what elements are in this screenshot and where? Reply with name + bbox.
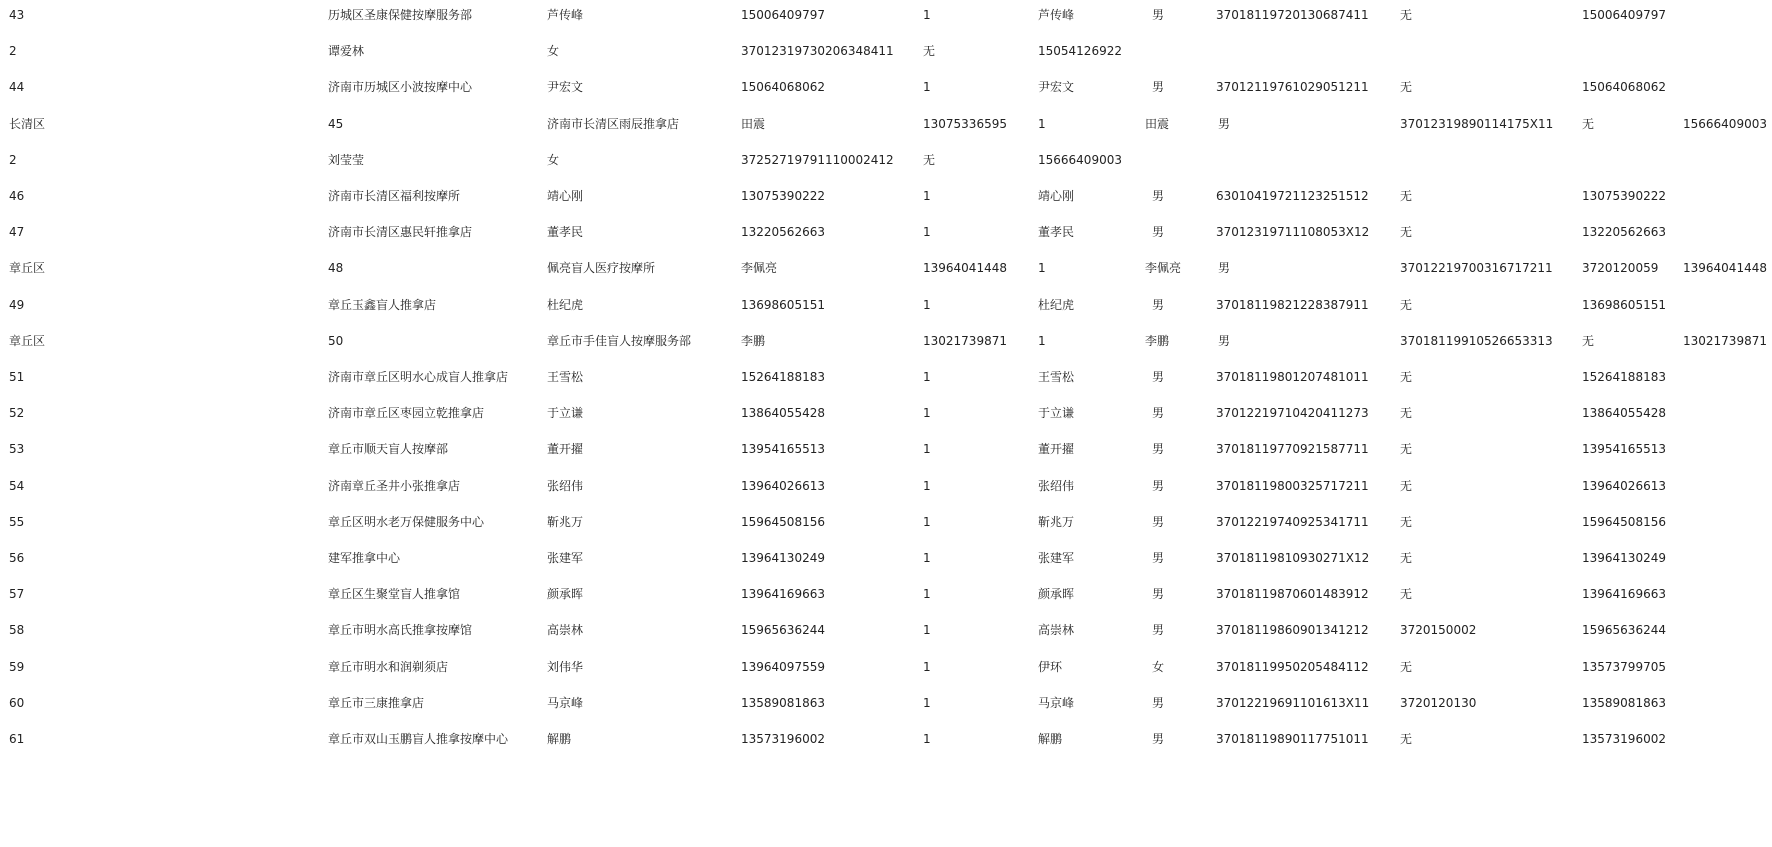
table-cell: 无 bbox=[1400, 298, 1413, 312]
table-cell: 章丘市三康推拿店 bbox=[328, 696, 425, 710]
table-cell: 47 bbox=[9, 225, 25, 239]
table-cell: 芦传峰 bbox=[1038, 8, 1075, 22]
table-cell: 张绍伟 bbox=[1038, 479, 1075, 493]
table-cell: 13954165513 bbox=[1582, 442, 1666, 456]
table-cell: 13964169663 bbox=[1582, 587, 1666, 601]
table-cell: 37012219740925341711 bbox=[1216, 515, 1369, 529]
table-row bbox=[0, 548, 1772, 568]
table-cell: 15965636244 bbox=[1582, 623, 1666, 637]
table-cell: 46 bbox=[9, 189, 25, 203]
table-cell: 2 bbox=[9, 153, 17, 167]
table-cell: 马京峰 bbox=[547, 696, 584, 710]
table-cell: 15965636244 bbox=[741, 623, 825, 637]
table-cell: 15964508156 bbox=[1582, 515, 1666, 529]
table-row bbox=[0, 476, 1772, 496]
table-cell: 济南市历城区小波按摩中心 bbox=[328, 80, 473, 94]
table-cell: 男 bbox=[1152, 479, 1165, 493]
table-cell: 37012319730206348411 bbox=[741, 44, 894, 58]
table-cell: 无 bbox=[1400, 551, 1413, 565]
table-cell: 13220562663 bbox=[1582, 225, 1666, 239]
table-cell: 51 bbox=[9, 370, 25, 384]
table-row bbox=[0, 258, 1772, 278]
table-cell: 男 bbox=[1152, 189, 1165, 203]
table-cell: 章丘市明水高氏推拿按摩馆 bbox=[328, 623, 473, 637]
table-cell: 济南市章丘区枣园立乾推拿店 bbox=[328, 406, 485, 420]
table-cell: 13220562663 bbox=[741, 225, 825, 239]
table-cell: 60 bbox=[9, 696, 25, 710]
table-cell: 15054126922 bbox=[1038, 44, 1122, 58]
table-cell: 无 bbox=[1582, 334, 1595, 348]
table-cell: 刘莹莹 bbox=[328, 153, 365, 167]
table-cell: 49 bbox=[9, 298, 25, 312]
table-cell: 13589081863 bbox=[1582, 696, 1666, 710]
table-cell: 马京峰 bbox=[1038, 696, 1075, 710]
table-cell: 37012119761029051211 bbox=[1216, 80, 1369, 94]
table-cell: 章丘区 bbox=[9, 334, 46, 348]
table-cell: 无 bbox=[1400, 406, 1413, 420]
table-cell: 杜纪虎 bbox=[547, 298, 584, 312]
table-row bbox=[0, 295, 1772, 315]
table-cell: 章丘市明水和润剃须店 bbox=[328, 660, 449, 674]
table-cell: 52 bbox=[9, 406, 25, 420]
table-cell: 1 bbox=[923, 8, 931, 22]
table-cell: 高崇林 bbox=[547, 623, 584, 637]
table-cell: 靖心刚 bbox=[1038, 189, 1075, 203]
table-cell: 13021739871 bbox=[1683, 334, 1767, 348]
table-row bbox=[0, 367, 1772, 387]
table-cell: 61 bbox=[9, 732, 25, 746]
table-cell: 张建军 bbox=[547, 551, 584, 565]
table-cell: 无 bbox=[1400, 442, 1413, 456]
table-cell: 于立谦 bbox=[547, 406, 584, 420]
table-cell: 男 bbox=[1152, 623, 1165, 637]
table-cell: 3720120059 bbox=[1582, 261, 1659, 275]
table-cell: 男 bbox=[1152, 587, 1165, 601]
table-cell: 15264188183 bbox=[741, 370, 825, 384]
table-cell: 芦传峰 bbox=[547, 8, 584, 22]
table-cell: 靖心刚 bbox=[547, 189, 584, 203]
table-row bbox=[0, 331, 1772, 351]
table-cell: 1 bbox=[923, 623, 931, 637]
table-row bbox=[0, 150, 1772, 170]
table-cell: 15064068062 bbox=[1582, 80, 1666, 94]
table-cell: 1 bbox=[923, 587, 931, 601]
table-cell: 3720150002 bbox=[1400, 623, 1477, 637]
table-cell: 13964130249 bbox=[741, 551, 825, 565]
table-cell: 37018119801207481011 bbox=[1216, 370, 1369, 384]
table-cell: 13573196002 bbox=[741, 732, 825, 746]
table-cell: 尹宏文 bbox=[547, 80, 584, 94]
table-cell: 王雪松 bbox=[1038, 370, 1075, 384]
table-cell: 无 bbox=[1400, 479, 1413, 493]
table-cell: 男 bbox=[1218, 261, 1231, 275]
table-cell: 男 bbox=[1218, 117, 1231, 131]
table-cell: 59 bbox=[9, 660, 25, 674]
table-cell: 1 bbox=[923, 551, 931, 565]
table-cell: 37018119800325717211 bbox=[1216, 479, 1369, 493]
table-cell: 无 bbox=[1400, 732, 1413, 746]
table-row bbox=[0, 693, 1772, 713]
table-cell: 张建军 bbox=[1038, 551, 1075, 565]
table-cell: 无 bbox=[1400, 660, 1413, 674]
table-cell: 13964026613 bbox=[741, 479, 825, 493]
table-cell: 37018119890117751011 bbox=[1216, 732, 1369, 746]
table-cell: 13075390222 bbox=[741, 189, 825, 203]
table-cell: 45 bbox=[328, 117, 344, 131]
table-cell: 15006409797 bbox=[741, 8, 825, 22]
table-cell: 55 bbox=[9, 515, 25, 529]
table-cell: 44 bbox=[9, 80, 25, 94]
table-cell: 37252719791110002412 bbox=[741, 153, 894, 167]
table-cell: 15964508156 bbox=[741, 515, 825, 529]
table-cell: 13964097559 bbox=[741, 660, 825, 674]
table-cell: 37018119720130687411 bbox=[1216, 8, 1369, 22]
table-cell: 1 bbox=[1038, 334, 1046, 348]
table-cell: 37012319711108053X12 bbox=[1216, 225, 1370, 239]
table-cell: 章丘市手佳盲人按摩服务部 bbox=[547, 334, 692, 348]
table-cell: 58 bbox=[9, 623, 25, 637]
table-cell: 13021739871 bbox=[923, 334, 1007, 348]
table-cell: 1 bbox=[923, 660, 931, 674]
table-cell: 男 bbox=[1152, 8, 1165, 22]
table-cell: 无 bbox=[1400, 587, 1413, 601]
table-cell: 建军推拿中心 bbox=[328, 551, 401, 565]
table-row bbox=[0, 439, 1772, 459]
table-row bbox=[0, 5, 1772, 25]
table-cell: 田震 bbox=[1145, 117, 1170, 131]
table-cell: 1 bbox=[923, 80, 931, 94]
table-cell: 50 bbox=[328, 334, 344, 348]
table-cell: 章丘区 bbox=[9, 261, 46, 275]
table-cell: 1 bbox=[923, 406, 931, 420]
table-cell: 63010419721123251512 bbox=[1216, 189, 1369, 203]
table-cell: 无 bbox=[1400, 225, 1413, 239]
table-cell: 37018119860901341212 bbox=[1216, 623, 1369, 637]
table-row bbox=[0, 657, 1772, 677]
table-cell: 李佩亮 bbox=[741, 261, 778, 275]
table-cell: 13075336595 bbox=[923, 117, 1007, 131]
table-cell: 13954165513 bbox=[741, 442, 825, 456]
table-cell: 3720120130 bbox=[1400, 696, 1477, 710]
table-cell: 1 bbox=[923, 696, 931, 710]
table-cell: 于立谦 bbox=[1038, 406, 1075, 420]
table-row bbox=[0, 114, 1772, 134]
table-cell: 37012219700316717211 bbox=[1400, 261, 1553, 275]
table-cell: 历城区圣康保健按摩服务部 bbox=[328, 8, 473, 22]
table-cell: 济南章丘圣井小张推拿店 bbox=[328, 479, 461, 493]
table-cell: 13964041448 bbox=[923, 261, 1007, 275]
table-cell: 刘伟华 bbox=[547, 660, 584, 674]
table-cell: 37018119950205484112 bbox=[1216, 660, 1369, 674]
table-cell: 男 bbox=[1152, 515, 1165, 529]
table-cell: 李佩亮 bbox=[1145, 261, 1182, 275]
table-cell: 解鹏 bbox=[547, 732, 572, 746]
table-cell: 1 bbox=[923, 298, 931, 312]
table-cell: 李鹏 bbox=[741, 334, 766, 348]
table-cell: 13698605151 bbox=[1582, 298, 1666, 312]
table-cell: 无 bbox=[1400, 80, 1413, 94]
table-cell: 济南市长清区福利按摩所 bbox=[328, 189, 461, 203]
table-cell: 37018119910526653313 bbox=[1400, 334, 1553, 348]
table-cell: 15666409003 bbox=[1683, 117, 1767, 131]
table-cell: 1 bbox=[923, 479, 931, 493]
table-cell: 13075390222 bbox=[1582, 189, 1666, 203]
table-cell: 王雪松 bbox=[547, 370, 584, 384]
table-row bbox=[0, 512, 1772, 532]
table-cell: 济南市长清区惠民轩推拿店 bbox=[328, 225, 473, 239]
table-row bbox=[0, 584, 1772, 604]
table-cell: 37012319890114175X11 bbox=[1400, 117, 1554, 131]
table-cell: 谭爱林 bbox=[328, 44, 365, 58]
table-cell: 颜承晖 bbox=[547, 587, 584, 601]
table-cell: 13964169663 bbox=[741, 587, 825, 601]
table-cell: 1 bbox=[923, 225, 931, 239]
table-cell: 54 bbox=[9, 479, 25, 493]
table-cell: 48 bbox=[328, 261, 344, 275]
table-cell: 56 bbox=[9, 551, 25, 565]
table-cell: 15264188183 bbox=[1582, 370, 1666, 384]
table-cell: 57 bbox=[9, 587, 25, 601]
table-cell: 1 bbox=[1038, 117, 1046, 131]
table-row bbox=[0, 620, 1772, 640]
table-cell: 1 bbox=[923, 189, 931, 203]
table-cell: 董孝民 bbox=[1038, 225, 1075, 239]
table-cell: 1 bbox=[923, 515, 931, 529]
table-cell: 无 bbox=[923, 153, 936, 167]
table-cell: 佩亮盲人医疗按摩所 bbox=[547, 261, 656, 275]
table-cell: 男 bbox=[1152, 80, 1165, 94]
table-cell: 男 bbox=[1152, 406, 1165, 420]
table-cell: 1 bbox=[923, 370, 931, 384]
table-cell: 章丘区生聚堂盲人推拿馆 bbox=[328, 587, 461, 601]
table-cell: 无 bbox=[1400, 8, 1413, 22]
table-cell: 13864055428 bbox=[741, 406, 825, 420]
table-cell: 13573196002 bbox=[1582, 732, 1666, 746]
table-cell: 男 bbox=[1152, 442, 1165, 456]
table-cell: 靳兆万 bbox=[1038, 515, 1075, 529]
table-cell: 田震 bbox=[741, 117, 766, 131]
table-cell: 53 bbox=[9, 442, 25, 456]
table-cell: 济南市章丘区明水心成盲人推拿店 bbox=[328, 370, 509, 384]
table-cell: 男 bbox=[1152, 225, 1165, 239]
table-cell: 女 bbox=[1152, 660, 1165, 674]
table-cell: 济南市长清区雨辰推拿店 bbox=[547, 117, 680, 131]
table-cell: 无 bbox=[1400, 370, 1413, 384]
table-cell: 15006409797 bbox=[1582, 8, 1666, 22]
table-cell: 男 bbox=[1152, 696, 1165, 710]
table-cell: 男 bbox=[1152, 732, 1165, 746]
table-cell: 无 bbox=[1582, 117, 1595, 131]
table-cell: 高崇林 bbox=[1038, 623, 1075, 637]
table-cell: 男 bbox=[1152, 370, 1165, 384]
table-cell: 13573799705 bbox=[1582, 660, 1666, 674]
table-cell: 杜纪虎 bbox=[1038, 298, 1075, 312]
table-cell: 13698605151 bbox=[741, 298, 825, 312]
table-cell: 章丘玉鑫盲人推拿店 bbox=[328, 298, 437, 312]
table-cell: 女 bbox=[547, 44, 560, 58]
table-cell: 颜承晖 bbox=[1038, 587, 1075, 601]
table-cell: 男 bbox=[1218, 334, 1231, 348]
table-cell: 解鹏 bbox=[1038, 732, 1063, 746]
table-cell: 章丘区明水老万保健服务中心 bbox=[328, 515, 485, 529]
table-cell: 43 bbox=[9, 8, 25, 22]
table-row bbox=[0, 222, 1772, 242]
table-cell: 13864055428 bbox=[1582, 406, 1666, 420]
table-cell: 15666409003 bbox=[1038, 153, 1122, 167]
table-cell: 15064068062 bbox=[741, 80, 825, 94]
table-cell: 2 bbox=[9, 44, 17, 58]
table-cell: 章丘市双山玉鹏盲人推拿按摩中心 bbox=[328, 732, 509, 746]
table-cell: 37018119770921587711 bbox=[1216, 442, 1369, 456]
table-cell: 长清区 bbox=[9, 117, 46, 131]
table-cell: 章丘市顺天盲人按摩部 bbox=[328, 442, 449, 456]
table-cell: 男 bbox=[1152, 298, 1165, 312]
table-cell: 37018119821228387911 bbox=[1216, 298, 1369, 312]
table-row bbox=[0, 41, 1772, 61]
table-cell: 靳兆万 bbox=[547, 515, 584, 529]
table-cell: 37012219691101613X11 bbox=[1216, 696, 1370, 710]
table-cell: 董开擢 bbox=[1038, 442, 1075, 456]
table-cell: 伊环 bbox=[1038, 660, 1063, 674]
table-cell: 13589081863 bbox=[741, 696, 825, 710]
table-cell: 无 bbox=[923, 44, 936, 58]
table-cell: 1 bbox=[1038, 261, 1046, 275]
table-cell: 37012219710420411273 bbox=[1216, 406, 1369, 420]
table-row bbox=[0, 729, 1772, 749]
table-cell: 1 bbox=[923, 442, 931, 456]
table-cell: 尹宏文 bbox=[1038, 80, 1075, 94]
table-cell: 董孝民 bbox=[547, 225, 584, 239]
table-cell: 张绍伟 bbox=[547, 479, 584, 493]
table-cell: 13964026613 bbox=[1582, 479, 1666, 493]
table-row bbox=[0, 403, 1772, 423]
table-cell: 37018119810930271X12 bbox=[1216, 551, 1370, 565]
table-cell: 董开擢 bbox=[547, 442, 584, 456]
table-row bbox=[0, 186, 1772, 206]
table-cell: 无 bbox=[1400, 189, 1413, 203]
table-cell: 13964130249 bbox=[1582, 551, 1666, 565]
table-row bbox=[0, 77, 1772, 97]
table-cell: 无 bbox=[1400, 515, 1413, 529]
table-cell: 1 bbox=[923, 732, 931, 746]
table-cell: 13964041448 bbox=[1683, 261, 1767, 275]
table-cell: 37018119870601483912 bbox=[1216, 587, 1369, 601]
table-cell: 李鹏 bbox=[1145, 334, 1170, 348]
table-cell: 女 bbox=[547, 153, 560, 167]
table-cell: 男 bbox=[1152, 551, 1165, 565]
